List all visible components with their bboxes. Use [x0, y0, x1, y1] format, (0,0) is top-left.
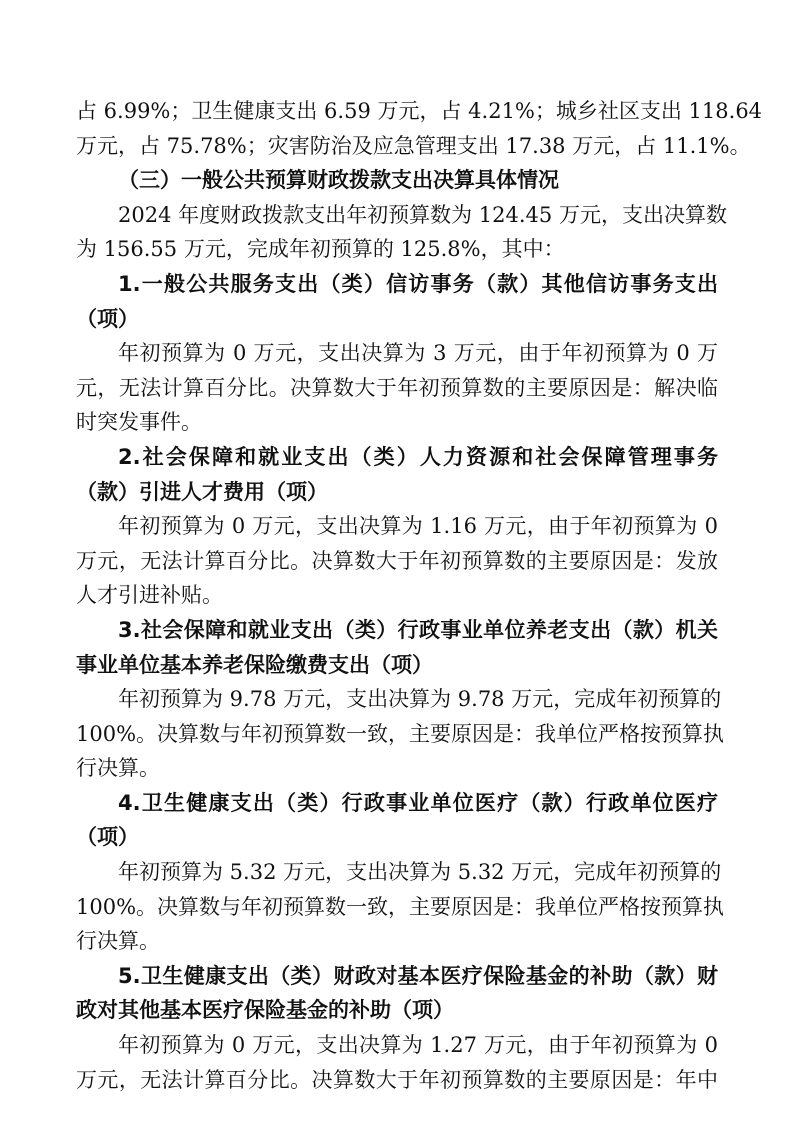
text-line: 年初预算为 0 万元，支出决算为 1.16 万元，由于年初预算为 0 — [118, 514, 718, 539]
item-heading: 4.卫生健康支出（类）行政事业单位医疗（款）行政单位医疗 — [118, 790, 718, 815]
text-line: 万元，占 75.78%；灾害防治及应急管理支出 17.38 万元，占 11.1%。 — [76, 133, 751, 158]
text-line: 行决算。 — [76, 756, 160, 781]
text-line: 年初预算为 9.78 万元，支出决算为 9.78 万元，完成年初预算的 — [118, 687, 722, 712]
text-line: 元，无法计算百分比。决算数大于年初预算数的主要原因是：解决临 — [76, 375, 718, 400]
item-heading: 1.一般公共服务支出（类）信访事务（款）其他信访事务支出 — [118, 271, 718, 296]
item-heading: 政对其他基本医疗保险基金的补助（项） — [76, 998, 454, 1023]
text-line: 占 6.99%；卫生健康支出 6.59 万元，占 4.21%；城乡社区支出 118.64 — [76, 99, 763, 123]
text-line: 年初预算为 0 万元，支出决算为 3 万元，由于年初预算为 0 万 — [118, 341, 718, 366]
text-line: 万元，无法计算百分比。决算数大于年初预算数的主要原因是：发放 — [76, 548, 718, 573]
text-line: 万元，无法计算百分比。决算数大于年初预算数的主要原因是：年中 — [76, 1067, 718, 1092]
item-heading: 事业单位基本养老保险缴费支出（项） — [76, 652, 433, 677]
text-line: 年初预算为 5.32 万元，支出决算为 5.32 万元，完成年初预算的 — [118, 860, 722, 885]
section-heading: （三）一般公共预算财政拨款支出决算具体情况 — [118, 168, 559, 193]
item-heading: 5.卫生健康支出（类）财政对基本医疗保险基金的补助（款）财 — [118, 963, 718, 988]
item-heading: （项） — [76, 825, 139, 850]
text-line: 2024 年度财政拨款支出年初预算数为 124.45 万元，支出决算数 — [118, 202, 727, 227]
text-line: 人才引进补贴。 — [76, 583, 223, 608]
text-line: 为 156.55 万元，完成年初预算的 125.8%，其中： — [76, 237, 565, 262]
text-line: 100%。决算数与年初预算数一致，主要原因是：我单位严格按预算执 — [76, 894, 725, 919]
text-line: 100%。决算数与年初预算数一致，主要原因是：我单位严格按预算执 — [76, 721, 725, 746]
text-line: 时突发事件。 — [76, 410, 202, 435]
item-heading: （款）引进人才费用（项） — [76, 479, 328, 504]
document-page — [76, 94, 763, 1097]
text-line: 年初预算为 0 万元，支出决算为 1.27 万元，由于年初预算为 0 — [118, 1033, 718, 1058]
item-heading: 2.社会保障和就业支出（类）人力资源和社会保障管理事务 — [118, 444, 718, 469]
text-line: 行决算。 — [76, 929, 160, 954]
item-heading: （项） — [76, 306, 139, 331]
item-heading: 3.社会保障和就业支出（类）行政事业单位养老支出（款）机关 — [118, 617, 718, 642]
